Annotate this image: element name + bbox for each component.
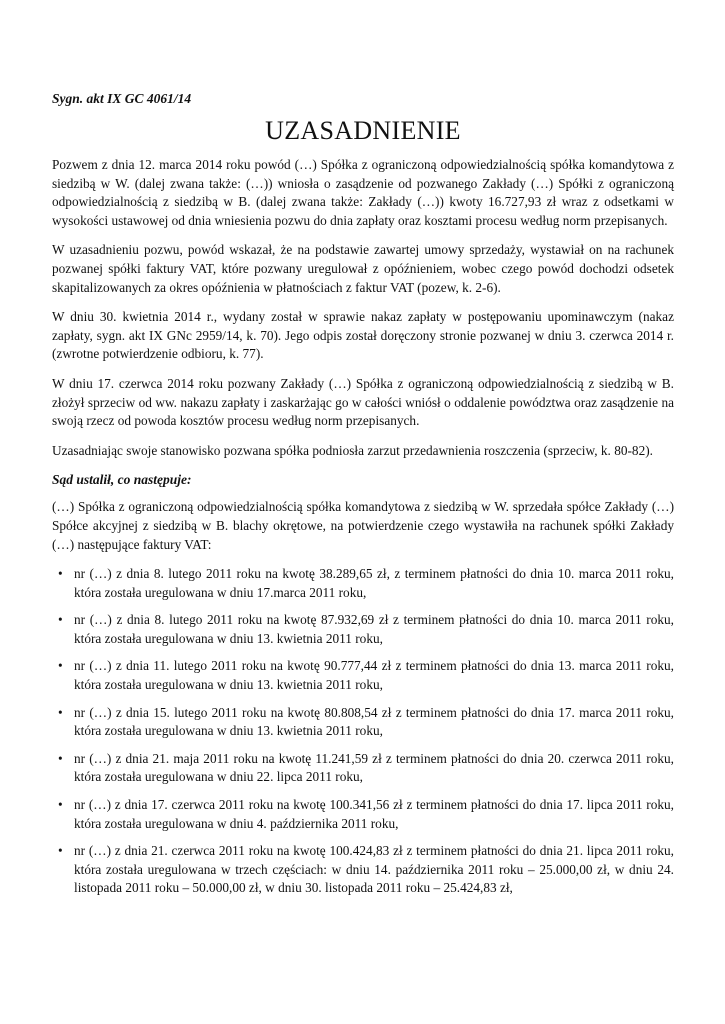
invoice-text: nr (…) z dnia 15. lutego 2011 roku na kwotę 80.808,54 zł z terminem płatności do dnia 17. marca 2011 roku, która została uregulowana w dniu 13. kwietnia 2011 roku,: [74, 704, 674, 739]
paragraph-claim: Pozwem z dnia 12. marca 2014 roku powód (…) Spółka z ograniczoną odpowiedzialnością spółka komandytowa z siedzibą w W. (dalej zwana także: (…)) wniosła o zasądzenie od pozwanego Zakłady (…) Spółki z ograniczoną odpowiedzialnością z siedzibą w B. (dalej zwana także: Zakłady (…)) kwoty 16.727,93 zł wraz z odsetkami w wysokości ustawowej od dnia wniesienia pozwu do dnia zapłaty oraz kosztami procesu według norm przepisanych.: [52, 157, 674, 228]
list-item: [52, 750, 674, 787]
list-item: [52, 796, 674, 833]
paragraph-objection: W dniu 17. czerwca 2014 roku pozwany Zakłady (…) Spółka z ograniczoną odpowiedzialnością z siedzibą w B. złożył sprzeciw od ww. nakazu zapłaty i zaskarżając go w całości wniósł o oddalenie powództwa oraz zasądzenie na swoją rzecz od powoda kosztów procesu według norm przepisanych.: [52, 375, 674, 429]
invoice-text: nr (…) z dnia 21. maja 2011 roku na kwotę 11.241,59 zł z terminem płatności do dnia 20. czerwca 2011 roku, która została uregulowana w dniu 22. lipca 2011 roku,: [74, 750, 674, 785]
invoice-text: nr (…) z dnia 11. lutego 2011 roku na kwotę 90.777,44 zł z terminem płatności do dnia 13. marca 2011 roku, która została uregulowana w dniu 13. kwietnia 2011 roku,: [74, 658, 674, 693]
bullet-icon: •: [58, 704, 63, 720]
invoice-text: nr (…) z dnia 21. czerwca 2011 roku na kwotę 100.424,83 zł z terminem płatności do dnia 21. lipca 2011 roku, która została uregulowana w trzech częściach: w dniu 14. października 2011 roku – 25.000,00 zł, w dniu 24. listopada 2011 roku – 50.000,00 zł, w dniu 30. listopada 2011 roku – 25.424,83 zł,: [74, 843, 674, 896]
paragraph-payment-order: W dniu 30. kwietnia 2014 r., wydany został w sprawie nakaz zapłaty w postępowaniu upominawczym (nakaz zapłaty, sygn. akt IX GNc 2959/14, k. 70). Jego odpis został doręczony stronie pozwanej w dniu 3. czerwca 2014 r. (zwrotne potwierdzenie odbioru, k. 77).: [52, 309, 674, 362]
case-number: Sygn. akt IX GC 4061/14: [52, 91, 192, 106]
bullet-icon: •: [58, 566, 63, 582]
paragraph-limitation-plea: Uzasadniając swoje stanowisko pozwana spółka podniosła zarzut przedawnienia roszczenia (sprzeciw, k. 80-82).: [52, 442, 653, 458]
bullet-icon: •: [58, 843, 63, 859]
paragraph-justification: W uzasadnieniu pozwu, powód wskazał, że na podstawie zawartej umowy sprzedaży, wystawiał on na rachunek pozwanej spółki faktury VAT, które pozwany uregulował z opóźnieniem, wobec czego powód dochodzi odsetek skapitalizowanych za okres opóźnienia w płatnościach z faktur VAT (pozew, k. 2-6).: [52, 242, 674, 295]
invoice-list: [52, 565, 674, 898]
bullet-icon: •: [58, 797, 63, 813]
section-heading: Sąd ustalił, co następuje:: [52, 472, 192, 488]
bullet-icon: •: [58, 750, 63, 766]
list-item: [52, 704, 674, 741]
bullet-icon: •: [58, 658, 63, 674]
invoice-text: nr (…) z dnia 8. lutego 2011 roku na kwotę 87.932,69 zł z terminem płatności do dnia 10. marca 2011 roku, która została uregulowana w dniu 13. kwietnia 2011 roku,: [74, 612, 674, 646]
invoice-text: nr (…) z dnia 8. lutego 2011 roku na kwotę 38.289,65 zł, z terminem płatności do dnia 10. marca 2011 roku, która została uregulowana w dniu 17.marca 2011 roku,: [74, 566, 674, 600]
paragraph-findings-intro: (…) Spółka z ograniczoną odpowiedzialnością spółka komandytowa z siedzibą w W. sprzedała spółce Zakłady (…) Spółce akcyjnej z siedzibą w B. blachy okrętowe, na potwierdzenie czego wystawiła na rachunek spółki Zakłady (…) następujące faktury VAT:: [52, 499, 674, 552]
list-item: [52, 842, 674, 898]
document-page: [52, 90, 674, 907]
invoice-text: nr (…) z dnia 17. czerwca 2011 roku na kwotę 100.341,56 zł z terminem płatności do dnia 17. lipca 2011 roku, która została uregulowana w dniu 4. października 2011 roku,: [74, 797, 674, 831]
list-item: [52, 611, 674, 648]
bullet-icon: •: [58, 612, 63, 628]
list-item: [52, 657, 674, 694]
document-title: UZASADNIENIE: [265, 116, 461, 145]
list-item: [52, 565, 674, 602]
